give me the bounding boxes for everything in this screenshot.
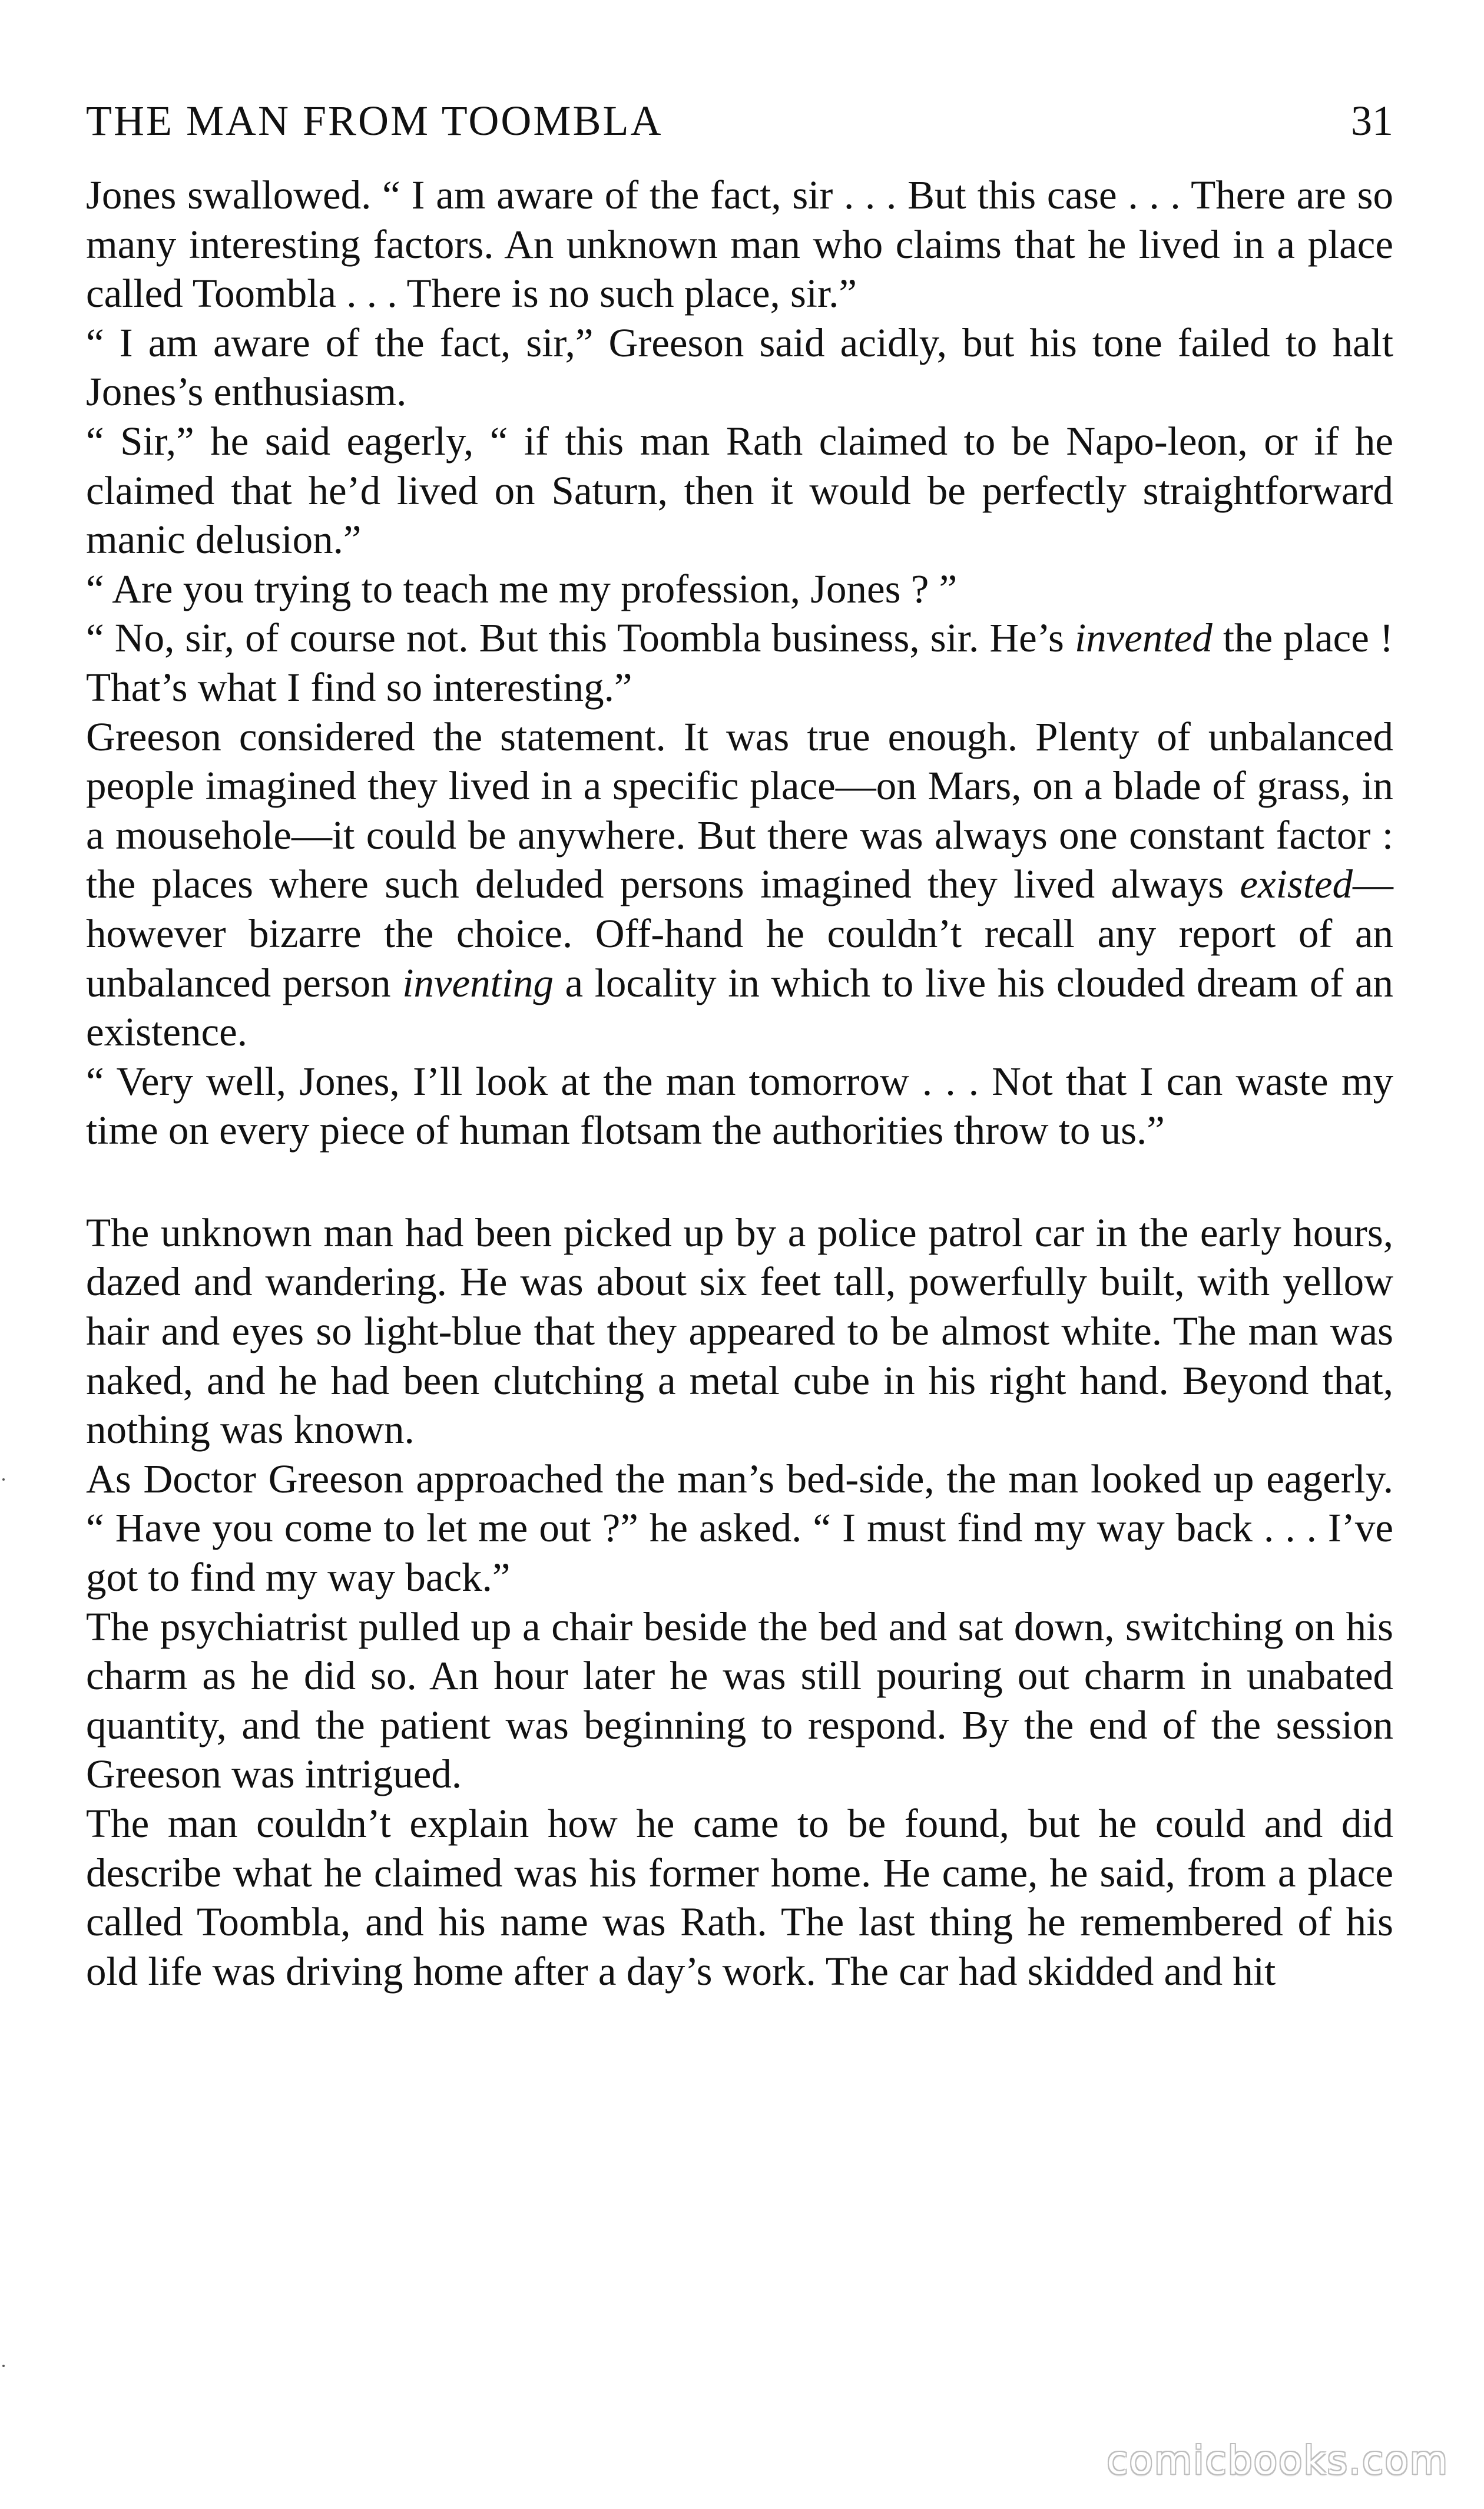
running-head	[86, 94, 1393, 171]
text-run: As Doctor Greeson approached the man’s bed-side, the man looked up eagerly. “ Have you come to let me out ?” he asked. “ I must find my way back . . . I’ve got to find my way back.”	[86, 1456, 1393, 1600]
text-run: The psychiatrist pulled up a chair beside the bed and sat down, switching on his charm as he did so. An hour later he was still pouring out charm in unabated quantity, and the patient was beginning to respond. By the end of the session Greeson was intrigued.	[86, 1604, 1393, 1797]
paragraph	[86, 614, 1393, 712]
book-page	[86, 94, 1393, 1996]
body-text	[86, 171, 1393, 1996]
text-run: —however bizarre the choice. Off-hand he couldn’t recall any report of an unbalanced person	[86, 862, 1393, 1005]
text-run: “ No, sir, of course not. But this Toombla business, sir. He’s	[86, 615, 1075, 661]
text-run: “ Are you trying to teach me my profession, Jones ? ”	[86, 566, 958, 611]
text-run: Greeson considered the statement. It was true enough. Plenty of unbalanced people imagined they lived in a specific place—on Mars, on a blade of grass, in a mousehole—it could be anywhere. But there was always one constant factor : the places where such deluded persons imagined they lived always	[86, 714, 1393, 907]
paragraph	[86, 171, 1393, 319]
paragraph	[86, 1209, 1393, 1455]
text-run: the place ! That’s what I find so interesting.”	[86, 615, 1393, 710]
italic-text: inventing	[402, 960, 554, 1005]
italic-text: existed	[1240, 862, 1353, 907]
italic-text: invented	[1074, 615, 1213, 661]
paragraph	[86, 565, 1393, 614]
paragraph	[86, 1455, 1393, 1603]
text-run: “ I am aware of the fact, sir,” Greeson said acidly, but his tone failed to halt Jones’s enthusiasm.	[86, 320, 1393, 415]
paragraph	[86, 1603, 1393, 1799]
paragraph	[86, 417, 1393, 565]
margin-speck	[2, 2365, 5, 2367]
page-number: 31	[1351, 97, 1393, 144]
paragraph	[86, 1799, 1393, 1996]
paragraph	[86, 1057, 1393, 1156]
text-run: “ Sir,” he said eagerly, “ if this man Rath claimed to be Napo-leon, or if he claimed that he’d lived on Saturn, then it would be perfectly straightforward manic delusion.”	[86, 418, 1393, 562]
section-break	[86, 1156, 1393, 1209]
watermark: comicbooks.com	[1107, 2438, 1449, 2483]
paragraph	[86, 713, 1393, 1057]
text-run: The unknown man had been picked up by a police patrol car in the early hours, dazed and wandering. He was about six feet tall, powerfully built, with yellow hair and eyes so light-blue that they appeared to be almost white. The man was naked, and he had been clutching a metal cube in his right hand. Beyond that, nothing was known.	[86, 1210, 1393, 1452]
paragraph	[86, 319, 1393, 417]
running-title: THE MAN FROM TOOMBLA	[86, 97, 663, 144]
text-run: Jones swallowed. “ I am aware of the fact, sir . . . But this case . . . There are so many interesting factors. An unknown man who claims that he lived in a place called Toombla . . . There is no such place, sir.”	[86, 173, 1393, 316]
text-run: “ Very well, Jones, I’ll look at the man tomorrow . . . Not that I can waste my time on every piece of human flotsam the authorities throw to us.”	[86, 1058, 1393, 1153]
text-run: The man couldn’t explain how he came to be found, but he could and did describe what he claimed was his former home. He came, he said, from a place called Toombla, and his name was Rath. The last thing he remembered of his old life was driving home after a day’s work. The car had skidded and hit	[86, 1801, 1393, 1994]
margin-speck	[2, 1478, 5, 1481]
text-run: a locality in which to live his clouded dream of an existence.	[86, 960, 1393, 1055]
